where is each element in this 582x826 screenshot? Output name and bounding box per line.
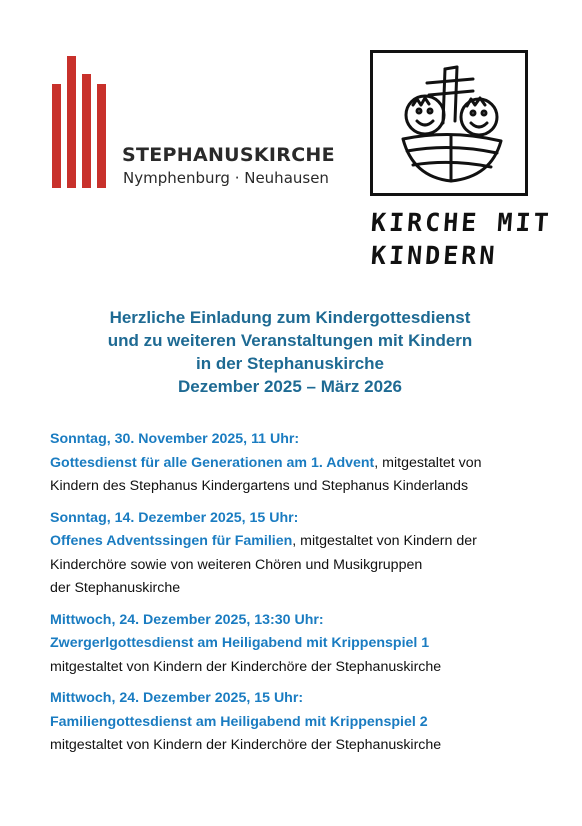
- event-description: mitgestaltet von Kindern der Kinderchöre der Stephanuskirche: [50, 658, 442, 675]
- event-description: der Stephanuskirche: [50, 580, 181, 596]
- event-description: mitgestaltet von Kindern der Kinderchöre der Stephanuskirche: [50, 737, 442, 753]
- event-datetime: Sonntag, 14. Dezember 2025, 15 Uhr:: [50, 509, 299, 526]
- children-cross-boat-icon: [373, 53, 525, 193]
- church-subtitle: Nymphenburg · Neuhausen: [123, 169, 329, 187]
- invitation-title: [40, 306, 540, 398]
- event-item: [50, 609, 550, 680]
- title-line-1: Herzliche Einladung zum Kindergottesdienst: [109, 308, 471, 327]
- event-datetime: Mittwoch, 24. Dezember 2025, 13:30 Uhr:: [50, 611, 324, 628]
- event-title: Offenes Adventssingen für Familien: [50, 533, 293, 549]
- logo-frame: [370, 50, 528, 196]
- event-item: [50, 687, 550, 758]
- logo-text-line2: KINDERN: [369, 241, 499, 270]
- event-title: Zwergerlgottesdienst am Heiligabend mit Krippenspiel 1: [50, 635, 430, 651]
- title-line-4: Dezember 2025 – März 2026: [178, 377, 402, 396]
- kirche-mit-kindern-logo: [369, 50, 553, 272]
- stephanuskirche-logo: [52, 56, 357, 190]
- event-datetime: Sonntag, 30. November 2025, 11 Uhr:: [50, 431, 300, 447]
- title-line-2: und zu weiteren Veranstaltungen mit Kindern: [107, 331, 473, 350]
- event-item: [50, 428, 550, 499]
- title-line-3: in der Stephanuskirche: [196, 354, 384, 373]
- logo-text-line1: KIRCHE MIT: [369, 208, 553, 237]
- event-title-suffix: , mitgestaltet von Kindern der: [292, 533, 477, 549]
- logo-bars-icon: [52, 56, 112, 188]
- event-list: [50, 428, 550, 766]
- header: [0, 0, 582, 280]
- event-description: Kinderchöre sowie von weiteren Chören und Musikgruppen: [50, 556, 423, 573]
- event-title: Familiengottesdienst am Heiligabend mit Krippenspiel 2: [50, 713, 428, 730]
- event-description: Kindern des Stephanus Kindergartens und Stephanus Kinderlands: [50, 478, 469, 494]
- event-title: Gottesdienst für alle Generationen am 1. Advent: [50, 454, 375, 471]
- event-item: [50, 507, 550, 601]
- event-datetime: Mittwoch, 24. Dezember 2025, 15 Uhr:: [50, 690, 304, 706]
- event-title-suffix: , mitgestaltet von: [374, 454, 482, 471]
- church-name: STEPHANUSKIRCHE: [122, 144, 335, 166]
